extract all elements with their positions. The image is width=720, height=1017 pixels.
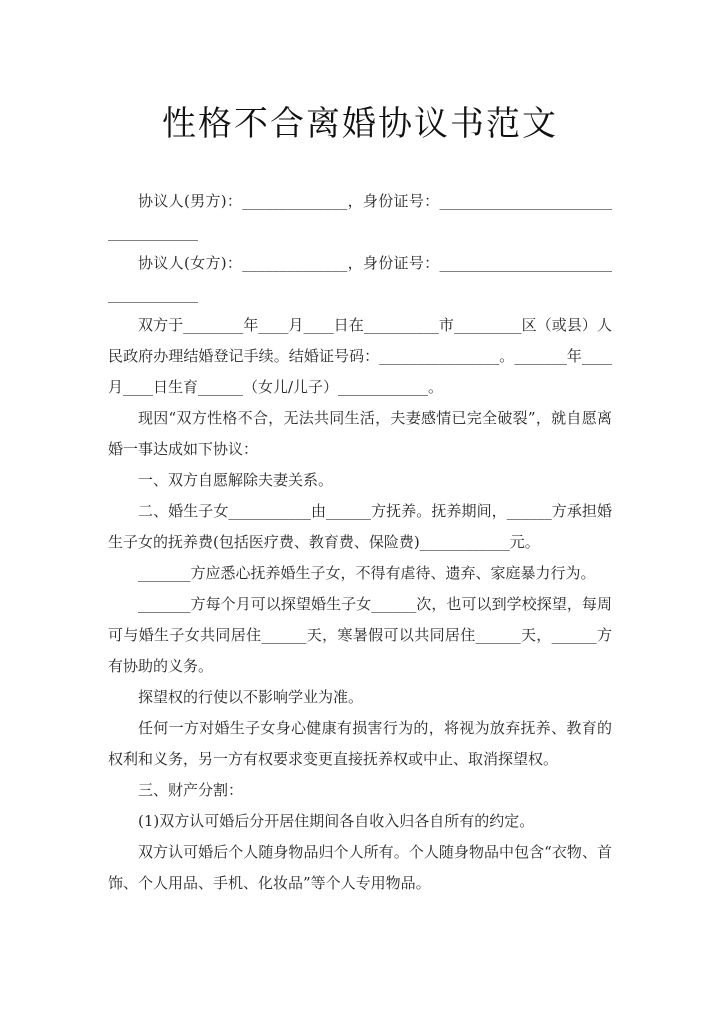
- paragraph: 双方于________年____月____日在__________市_________区（或县）人民政府办理结婚登记手续。结婚证号码：________________。_______年____月____日生育______（女儿/儿子）____________。: [108, 316, 612, 397]
- paragraph: 任何一方对婚生子女身心健康有损害行为的，将视为放弃抚养、教育的权利和义务，另一方有权要求变更直接抚养权或中止、取消探望权。: [108, 719, 612, 769]
- paragraph: (1)双方认可婚后分开居住期间各自收入归各自所有的约定。: [138, 812, 535, 831]
- document-title: 性格不合离婚协议书范文: [162, 104, 558, 144]
- paragraph: 协议人(男方)：______________，身份证号：___________________________________: [108, 192, 612, 242]
- paragraph: _______方每个月可以探望婚生子女______次，也可以到学校探望，每周可与婚生子女共同居住______天，寒暑假可以共同居住______天，______方有协助的义务。: [108, 595, 612, 676]
- paragraph: 协议人(女方)：______________，身份证号：___________________________________: [108, 254, 612, 304]
- paragraph: 双方认可婚后个人随身物品归个人所有。个人随身物品中包含“衣物、首饰、个人用品、手机、化妆品”等个人专用物品。: [108, 843, 612, 893]
- paragraph: 探望权的行使以不影响学业为准。: [138, 688, 364, 707]
- paragraph: 一、双方自愿解除夫妻关系。: [138, 471, 334, 490]
- document-body: [108, 186, 612, 899]
- paragraph: _______方应悉心抚养婚生子女，不得有虐待、遗弃、家庭暴力行为。: [138, 564, 596, 583]
- paragraph: 二、婚生子女___________由______方抚养。抚养期间，______方承担婚生子女的抚养费(包括医疗费、教育费、保险费)____________元。: [108, 502, 612, 552]
- paragraph: 三、财产分割：: [138, 781, 244, 800]
- paragraph: 现因“双方性格不合，无法共同生活，夫妻感情已完全破裂”，就自愿离婚一事达成如下协议：: [108, 409, 612, 459]
